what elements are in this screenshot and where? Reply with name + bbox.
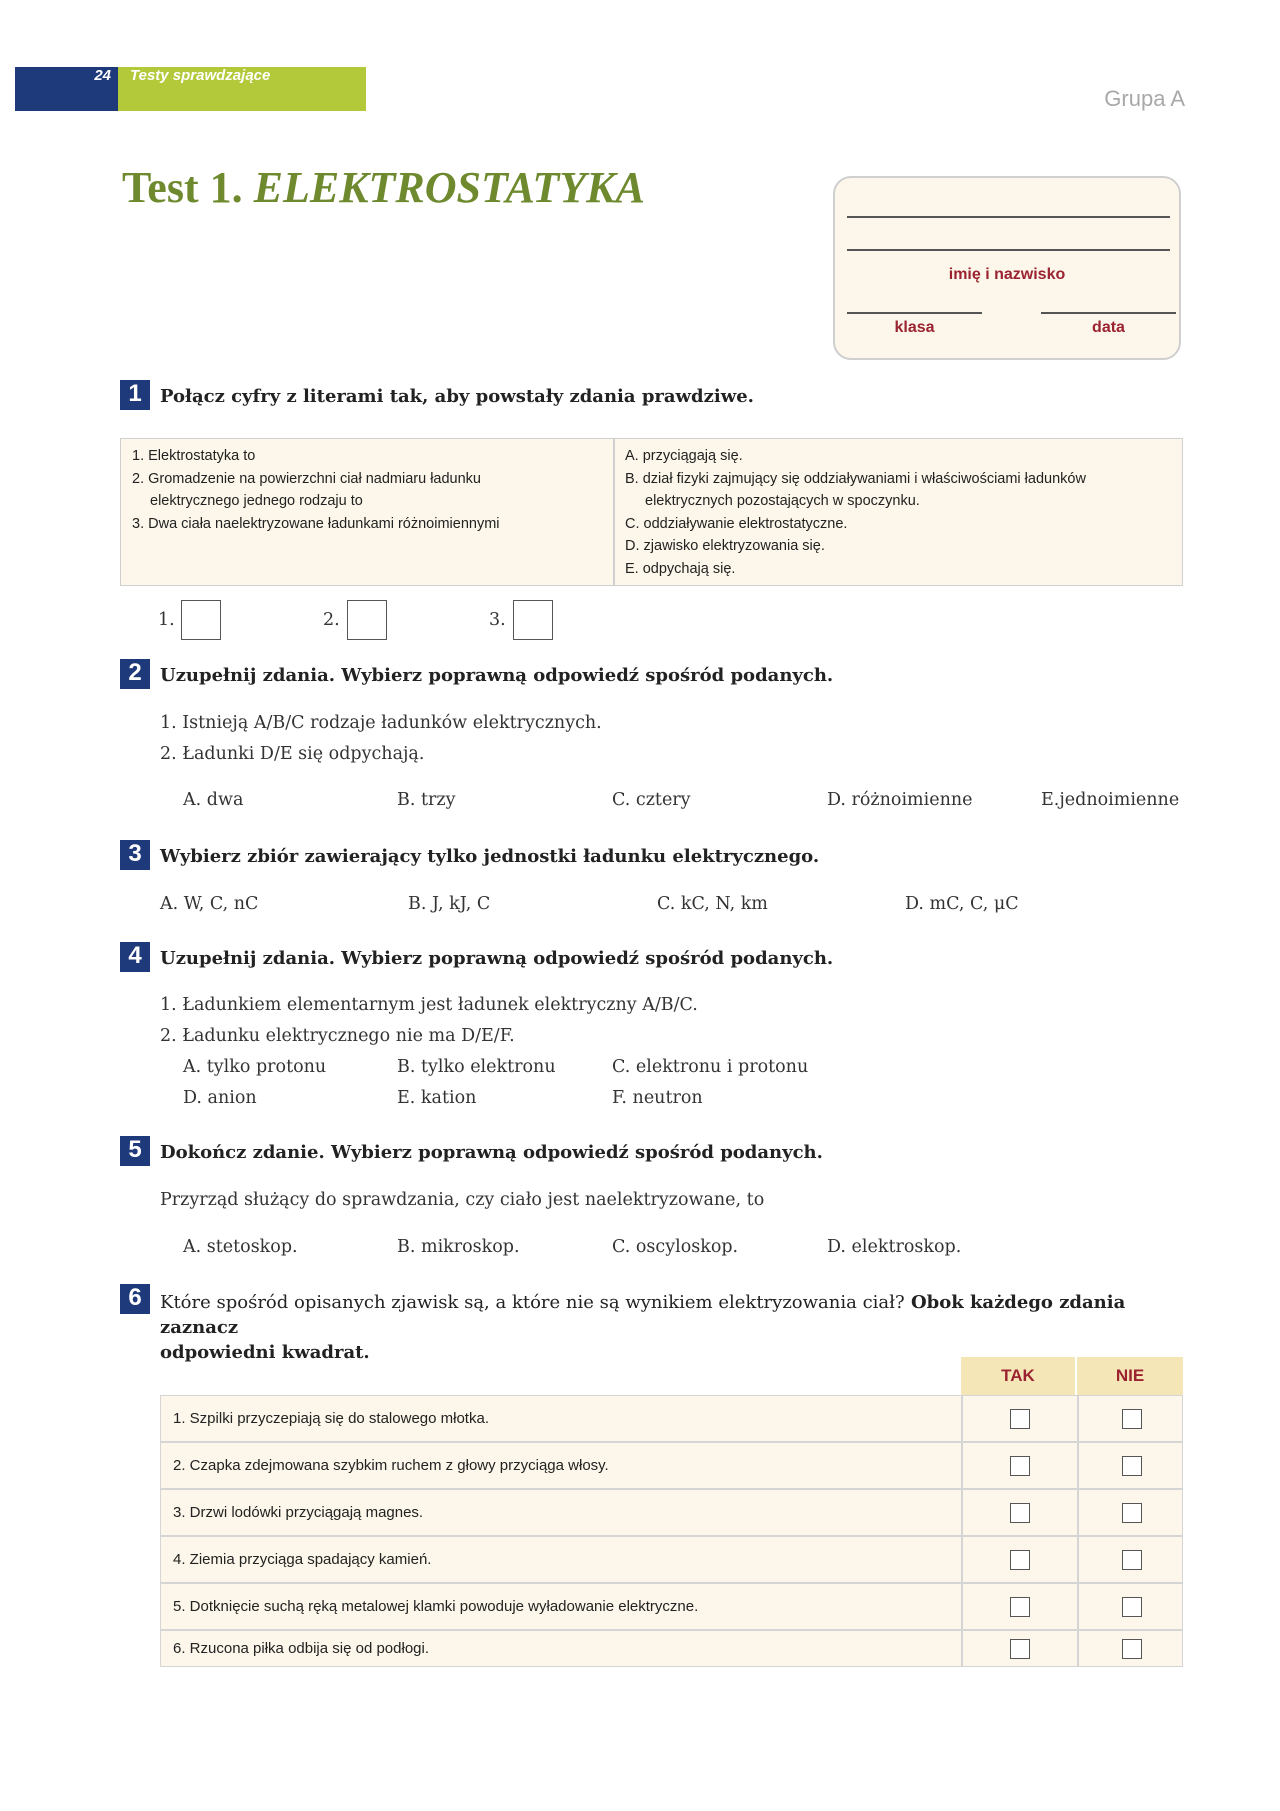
task2-sentence-1: 1. Istnieją A/B/C rodzaje ładunków elektrycznych. [160, 713, 602, 733]
task4-option[interactable]: B. tylko elektronu [397, 1057, 556, 1077]
task1-instruction: Połącz cyfry z literami tak, aby powstały zdania prawdziwe. [160, 386, 754, 407]
row-divider [1077, 1631, 1079, 1666]
class-label: klasa [894, 319, 935, 336]
nie-checkbox[interactable] [1122, 1550, 1142, 1570]
row-divider [961, 1443, 963, 1488]
left-item: 1. Elektrostatyka to [132, 448, 256, 464]
nie-checkbox[interactable] [1122, 1503, 1142, 1523]
task4-option[interactable]: F. neutron [612, 1088, 703, 1108]
name-line-1[interactable] [847, 216, 1170, 218]
task3-option[interactable]: D. mC, C, μC [905, 894, 1019, 914]
nie-checkbox[interactable] [1122, 1597, 1142, 1617]
right-item: D. zjawisko elektryzowania się. [625, 538, 825, 554]
task2-instruction: Uzupełnij zdania. Wybierz poprawną odpowiedź spośród podanych. [160, 665, 834, 686]
table-row [160, 1630, 1183, 1667]
table-row [160, 1442, 1183, 1489]
page-title [122, 162, 645, 213]
task6-instruction-bold: Obok każdego zdania zaznacz [160, 1292, 1126, 1338]
task6-instruction [160, 1290, 1185, 1365]
task-number-4: 4 [120, 942, 150, 972]
task5-option[interactable]: A. stetoskop. [183, 1237, 298, 1257]
task6-instruction-normal: Które spośród opisanych zjawisk są, a które nie są wynikiem elektryzowania ciał? [160, 1292, 905, 1313]
task-number-2: 2 [120, 659, 150, 689]
row-divider [1077, 1537, 1079, 1582]
row-divider [961, 1490, 963, 1535]
table-row [160, 1395, 1183, 1442]
task4-sentence-2: 2. Ładunku elektrycznego nie ma D/E/F. [160, 1026, 515, 1046]
right-item: elektrycznych pozostających w spoczynku. [645, 493, 920, 509]
task5-option[interactable]: C. oscyloskop. [612, 1237, 739, 1257]
matching-divider [613, 438, 615, 586]
row-statement: 1. Szpilki przyczepiają się do stalowego młotka. [173, 1410, 489, 1427]
task4-option[interactable]: E. kation [397, 1088, 477, 1108]
task5-sentence: Przyrząd służący do sprawdzania, czy ciało jest naelektryzowane, to [160, 1190, 765, 1210]
row-statement: 2. Czapka zdejmowana szybkim ruchem z głowy przyciąga włosy. [173, 1457, 609, 1474]
nie-checkbox[interactable] [1122, 1456, 1142, 1476]
right-item: A. przyciągają się. [625, 448, 743, 464]
task2-option[interactable]: B. trzy [397, 790, 456, 810]
task3-option[interactable]: A. W, C, nC [160, 894, 259, 914]
task-number-3: 3 [120, 840, 150, 870]
student-info-box [833, 176, 1181, 360]
task5-option[interactable]: B. mikroskop. [397, 1237, 520, 1257]
nie-checkbox[interactable] [1122, 1409, 1142, 1429]
task3-option[interactable]: B. J, kJ, C [408, 894, 491, 914]
table-row [160, 1489, 1183, 1536]
name-label: imię i nazwisko [948, 266, 1066, 283]
tak-checkbox[interactable] [1010, 1550, 1030, 1570]
row-statement: 3. Drzwi lodówki przyciągają magnes. [173, 1504, 424, 1521]
task2-sentence-2: 2. Ładunki D/E się odpychają. [160, 744, 425, 764]
answer-label-1: 1. [158, 610, 175, 630]
nie-checkbox[interactable] [1122, 1639, 1142, 1659]
right-item: C. oddziaływanie elektrostatyczne. [625, 515, 848, 532]
date-line[interactable] [1041, 312, 1176, 314]
name-line-2[interactable] [847, 249, 1170, 251]
tak-checkbox[interactable] [1010, 1597, 1030, 1617]
answer-box-1[interactable] [181, 600, 221, 640]
row-divider [961, 1537, 963, 1582]
title-prefix: Test 1. [122, 163, 243, 212]
section-title: Testy sprawdzające [130, 67, 271, 84]
task-number-5: 5 [120, 1136, 150, 1166]
class-line[interactable] [847, 312, 982, 314]
matching-right-column [625, 445, 1086, 580]
task2-option[interactable]: C. cztery [612, 790, 691, 810]
task-number-1: 1 [120, 380, 150, 410]
right-item: B. dział fizyki zajmujący się oddziaływaniami i właściwościami ładunków [625, 470, 1086, 487]
title-subject: ELEKTROSTATYKA [253, 163, 645, 212]
matching-left-column [132, 445, 500, 535]
date-label: data [1092, 319, 1125, 336]
answer-box-3[interactable] [513, 600, 553, 640]
table-row [160, 1583, 1183, 1630]
task4-option[interactable]: D. anion [183, 1088, 257, 1108]
page-number: 24 [94, 67, 111, 84]
left-item: elektrycznego jednego rodzaju to [150, 493, 363, 509]
row-statement: 5. Dotknięcie suchą ręką metalowej klamki powoduje wyładowanie elektryczne. [173, 1598, 699, 1615]
left-item: 2. Gromadzenie na powierzchni ciał nadmiaru ładunku [132, 470, 481, 487]
row-statement: 6. Rzucona piłka odbija się od podłogi. [173, 1640, 430, 1657]
group-label: Grupa A [1104, 86, 1185, 111]
task4-option[interactable]: A. tylko protonu [183, 1057, 327, 1077]
left-item: 3. Dwa ciała naelektryzowane ładunkami różnoimiennymi [132, 515, 500, 532]
row-divider [1077, 1490, 1079, 1535]
row-divider [961, 1631, 963, 1666]
answer-label-2: 2. [323, 610, 340, 630]
task3-option[interactable]: C. kC, N, km [657, 894, 768, 914]
task2-option[interactable]: A. dwa [183, 790, 244, 810]
task-number-6: 6 [120, 1284, 150, 1314]
task5-instruction: Dokończ zdanie. Wybierz poprawną odpowiedź spośród podanych. [160, 1142, 823, 1163]
column-header-nie: NIE [1077, 1357, 1183, 1395]
row-divider [961, 1396, 963, 1441]
column-header-tak: TAK [961, 1357, 1075, 1395]
task3-instruction: Wybierz zbiór zawierający tylko jednostki ładunku elektrycznego. [160, 846, 820, 867]
answer-box-2[interactable] [347, 600, 387, 640]
tak-checkbox[interactable] [1010, 1503, 1030, 1523]
tak-checkbox[interactable] [1010, 1409, 1030, 1429]
tak-checkbox[interactable] [1010, 1639, 1030, 1659]
task2-option[interactable]: E.jednoimienne [1041, 790, 1180, 810]
tak-checkbox[interactable] [1010, 1456, 1030, 1476]
row-statement: 4. Ziemia przyciąga spadający kamień. [173, 1551, 432, 1568]
row-divider [1077, 1396, 1079, 1441]
task5-option[interactable]: D. elektroskop. [827, 1237, 962, 1257]
row-divider [1077, 1443, 1079, 1488]
task4-instruction: Uzupełnij zdania. Wybierz poprawną odpowiedź spośród podanych. [160, 948, 834, 969]
task4-sentence-1: 1. Ładunkiem elementarnym jest ładunek elektryczny A/B/C. [160, 995, 698, 1015]
right-item: E. odpychają się. [625, 560, 736, 577]
row-divider [961, 1584, 963, 1629]
task4-option[interactable]: C. elektronu i protonu [612, 1057, 809, 1077]
table-row [160, 1536, 1183, 1583]
task6-instruction-bold2: odpowiedni kwadrat. [160, 1342, 370, 1363]
task2-option[interactable]: D. różnoimienne [827, 790, 973, 810]
row-divider [1077, 1584, 1079, 1629]
answer-label-3: 3. [489, 610, 506, 630]
